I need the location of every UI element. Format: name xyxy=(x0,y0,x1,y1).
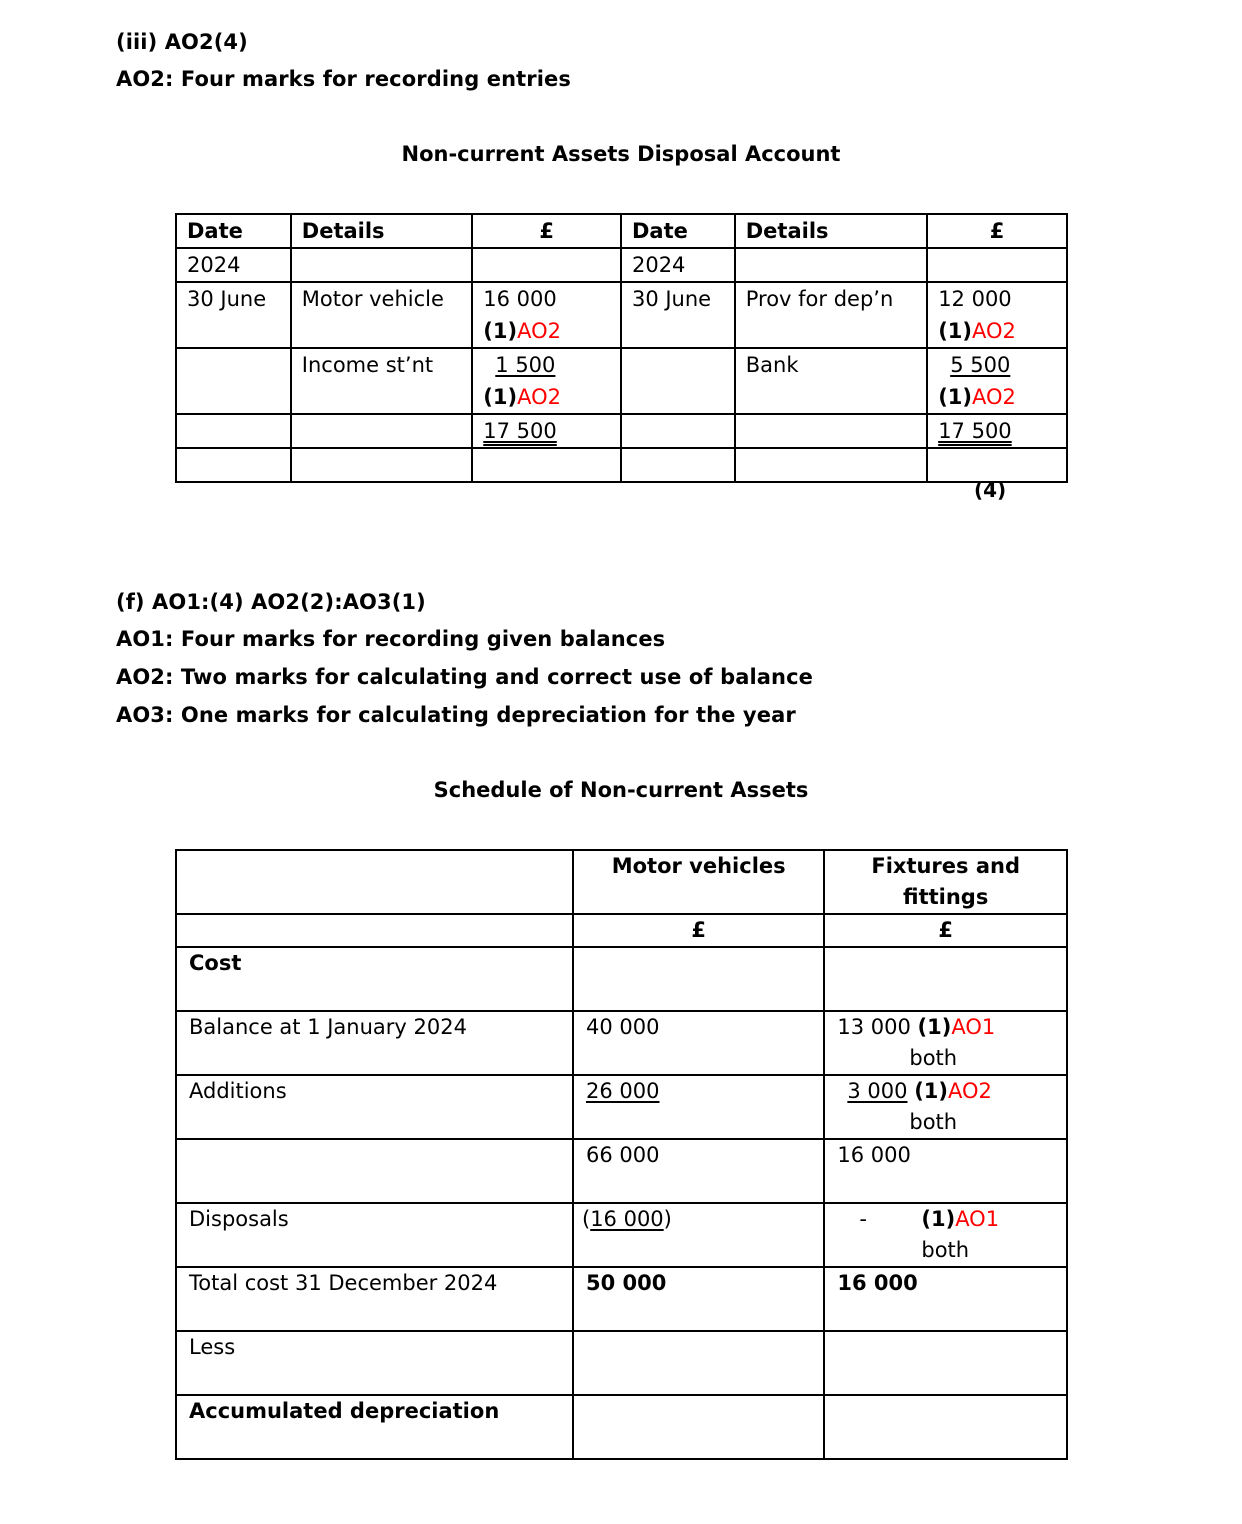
year-debit: 2024 xyxy=(176,248,291,282)
ff-value: 16 000 xyxy=(824,1139,1067,1203)
row-label: Less xyxy=(176,1331,573,1395)
row-label: Additions xyxy=(176,1075,573,1139)
credit-total: 17 500 xyxy=(938,419,1012,443)
ao-label: AO2 xyxy=(517,319,561,343)
disposals-row xyxy=(176,1203,1067,1267)
ff-value: 13 000 (1)AO1 both xyxy=(824,1011,1067,1075)
mark-label: (1) xyxy=(483,385,518,409)
schedule-header-row xyxy=(176,850,1067,914)
mark-label: (1) xyxy=(921,1207,956,1231)
header-date-credit: Date xyxy=(621,214,735,248)
subtotal-row xyxy=(176,1139,1067,1203)
ao-label: AO2 xyxy=(972,385,1016,409)
amount-cell: 1 500 (1)AO2 xyxy=(472,348,621,414)
mv-value: (16 000) xyxy=(573,1203,824,1267)
note: both xyxy=(909,1046,958,1070)
ao-label: AO1 xyxy=(955,1207,1000,1231)
balance-row xyxy=(176,1011,1067,1075)
section-f-criteria-ao1: AO1: Four marks for recording given balances xyxy=(116,627,666,651)
mark-label: (1) xyxy=(938,319,972,343)
row-label: Cost xyxy=(176,947,573,1011)
disposal-account-table xyxy=(175,213,1068,483)
section-f-criteria-ao3: AO3: One marks for calculating depreciation for the year xyxy=(116,703,796,727)
column-fixtures-fittings: Fixtures and fittings xyxy=(824,850,1067,914)
mv-value: 26 000 xyxy=(585,1079,660,1103)
cost-row xyxy=(176,947,1067,1011)
ff-value: 16 000 xyxy=(824,1267,1067,1331)
header-amount-debit: £ xyxy=(472,214,621,248)
mark-label: (1) xyxy=(483,319,518,343)
currency-ff: £ xyxy=(824,914,1067,947)
mv-value: 66 000 xyxy=(573,1139,824,1203)
ff-value: - (1)AO1 both xyxy=(824,1203,1067,1267)
header-details-credit: Details xyxy=(735,214,927,248)
section-iii-heading: (iii) AO2(4) xyxy=(116,30,248,54)
disposal-account-title: Non-current Assets Disposal Account xyxy=(401,142,841,166)
date-cell: 30 June xyxy=(176,282,291,348)
details-cell: Motor vehicle xyxy=(291,282,473,348)
column-motor-vehicles: Motor vehicles xyxy=(573,850,824,914)
ao-label: AO2 xyxy=(517,385,561,409)
ao-label: AO1 xyxy=(951,1015,996,1039)
row-label: Accumulated depreciation xyxy=(176,1395,573,1459)
header-details-debit: Details xyxy=(291,214,473,248)
note: both xyxy=(909,1110,958,1134)
table-row xyxy=(176,282,1067,348)
amount-cell: 16 000 (1)AO2 xyxy=(472,282,621,348)
schedule-title: Schedule of Non-current Assets xyxy=(433,778,809,802)
header-amount-credit: £ xyxy=(927,214,1067,248)
row-label: Disposals xyxy=(176,1203,573,1267)
mark-label: (1) xyxy=(914,1079,948,1103)
currency-mv: £ xyxy=(573,914,824,947)
currency-row xyxy=(176,914,1067,947)
ff-value: 3 000 (1)AO2 both xyxy=(824,1075,1067,1139)
total-cost-row xyxy=(176,1267,1067,1331)
table-row xyxy=(176,248,1067,282)
less-row xyxy=(176,1331,1067,1395)
details-cell: Bank xyxy=(735,348,927,414)
date-cell: 30 June xyxy=(621,282,735,348)
note: both xyxy=(921,1238,970,1262)
amount-cell: 12 000 (1)AO2 xyxy=(927,282,1067,348)
table-header-row xyxy=(176,214,1067,248)
ao-label: AO2 xyxy=(972,319,1016,343)
mv-value: 40 000 xyxy=(573,1011,824,1075)
schedule-table xyxy=(175,849,1068,1460)
mv-value: 50 000 xyxy=(573,1267,824,1331)
details-cell: Prov for dep’n xyxy=(735,282,927,348)
year-credit: 2024 xyxy=(621,248,735,282)
section-f-heading: (f) AO1:(4) AO2(2):AO3(1) xyxy=(116,590,426,614)
marks-total: (4) xyxy=(974,478,1007,502)
mark-label: (1) xyxy=(938,385,972,409)
section-f-criteria-ao2: AO2: Two marks for calculating and correct use of balance xyxy=(116,665,813,689)
details-cell: Income st’nt xyxy=(291,348,473,414)
table-row xyxy=(176,348,1067,414)
debit-total: 17 500 xyxy=(483,419,557,443)
row-label: Balance at 1 January 2024 xyxy=(176,1011,573,1075)
header-date-debit: Date xyxy=(176,214,291,248)
row-label: Total cost 31 December 2024 xyxy=(176,1267,573,1331)
accumulated-depreciation-row xyxy=(176,1395,1067,1459)
ao-label: AO2 xyxy=(948,1079,992,1103)
section-iii-criteria: AO2: Four marks for recording entries xyxy=(116,67,571,91)
total-row xyxy=(176,414,1067,448)
mark-label: (1) xyxy=(917,1015,952,1039)
amount-cell: 5 500 (1)AO2 xyxy=(927,348,1067,414)
additions-row xyxy=(176,1075,1067,1139)
table-row xyxy=(176,448,1067,482)
